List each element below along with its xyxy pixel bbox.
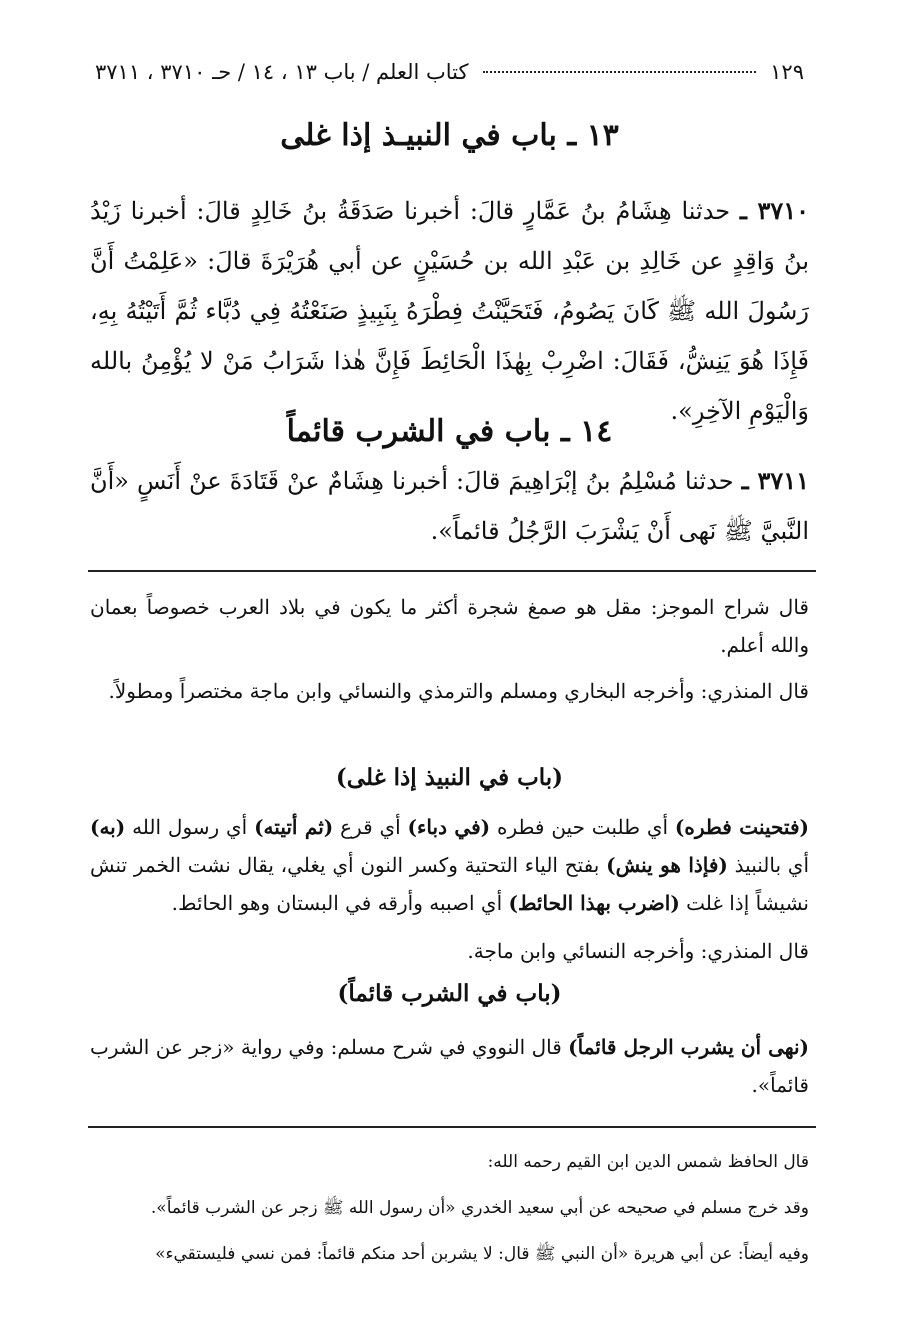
leader-dots [483,71,757,73]
quoted-phrase: (ثم أتيته) [254,815,334,839]
explanation-text: بفتح الياء التحتية وكسر النون أي يغلي، يقال نشت الخمر تنش نشيشاً إذا غلت [90,853,809,915]
quoted-phrase: (في دباء) [407,815,491,839]
hadith-3710-text: حدثنا هِشَامُ بنُ عَمَّارٍ قالَ: أخبرنا صَدَقَةُ بنُ خَالِدٍ قالَ: أخبرنا زَيْدُ بنُ وَاقِدٍ عن خَالِدِ بن عَبْدِ الله بن حُسَيْنٍ عن أبي هُرَيْرَةَ قالَ: «عَلِمْتُ أَنَّ رَسُولَ الله ﷺ كَانَ يَصُومُ، فَتَحَيَّنْتُ فِطْرَهُ بِنَبِيذٍ صَنَعْتُهُ فِي دُبَّاء ثُمَّ أَتَيْتُهُ بِهِ، فَإِذَا هُوَ يَنِشُّ، فَقَالَ: اضْرِبْ بِهٰذَا الْحَائِطَ فَإِنَّ هٰذا شَرَابُ مَنْ لا يُؤْمِنُ بالله وَالْيَوْمِ الآخِرِ». [90,197,809,425]
hadith-3710 [90,186,809,436]
commentary-para-5 [90,1028,809,1104]
chapter-14-heading: ١٤ ـ باب في الشرب قائماً [286,414,613,449]
commentary-para-1: قال شراح الموجز: مقل هو صمغ شجرة أكثر ما يكون في بلاد العرب خصوصاً بعمان والله أعلم. [90,595,809,657]
explanation-text: أي طلبت حين فطره [490,815,675,839]
footnote-line-3: وفيه أيضاً: عن أبي هريرة «أن النبي ﷺ قال: لا يشربن أحد منكم قائماً: فمن نسي فليستقيء» [155,1244,809,1264]
footnote-line-1: قال الحافظ شمس الدين ابن القيم رحمه الله: [487,1152,809,1172]
running-title: كتاب العلم / باب ١٣ ، ١٤ / حـ ٣٧١٠ ، ٣٧١١ [95,60,469,84]
hadith-3711-text: حدثنا مُسْلِمُ بنُ إبْرَاهِيمَ قالَ: أخبرنا هِشَامٌ عنْ قَتَادَةَ عنْ أَنَسٍ «أَنَّ النَّبيَّ ﷺ نَهى أَنْ يَشْرَبَ الرَّجُلُ قائماً». [90,467,809,545]
quoted-phrase: (به) [90,815,126,839]
quoted-phrase: (فتحينت فطره) [674,815,809,839]
commentary-subheading-2: (باب في الشرب قائماً) [337,980,562,1007]
commentary-para-3 [90,808,809,922]
chapter-13-heading: ١٣ ـ باب في النبيـذ إذا غلى [280,118,619,153]
hadith-3711 [90,456,809,556]
commentary-subheading-1: (باب في النبيذ إذا غلى) [335,764,564,791]
quoted-phrase: (اضرب بهذا الحائط) [508,891,680,915]
footnote-divider [88,1126,816,1128]
running-header [95,52,804,92]
quoted-phrase: (فإذا هو ينش) [606,853,728,877]
explanation-text: أي رسول الله [125,815,255,839]
explanation-text: أي قرع [333,815,408,839]
explanation-text: قال النووي في شرح مسلم: وفي رواية «زجر عن الشرب قائماً». [90,1035,809,1097]
page-number: ١٢٩ [770,60,804,84]
commentary-para-2: قال المنذري: وأخرجه البخاري ومسلم والترمذي والنسائي وابن ماجة مختصراً ومطولاً. [108,679,809,703]
quoted-phrase: (نهى أن يشرب الرجل قائماً) [568,1035,809,1059]
hadith-3711-number: ٣٧١١ ـ [741,466,810,495]
explanation-text: أي اصببه وأرقه في البستان وهو الحائط. [171,891,509,915]
hadith-3710-number: ٣٧١٠ ـ [739,196,809,225]
explanation-text: أي بالنبيذ [727,853,809,877]
section-divider [88,570,816,572]
footnote-line-2: وقد خرج مسلم في صحيحه عن أبي سعيد الخدري «أن رسول الله ﷺ زجر عن الشرب قائماً». [150,1198,809,1218]
commentary-para-4: قال المنذري: وأخرجه النسائي وابن ماجة. [467,939,809,963]
